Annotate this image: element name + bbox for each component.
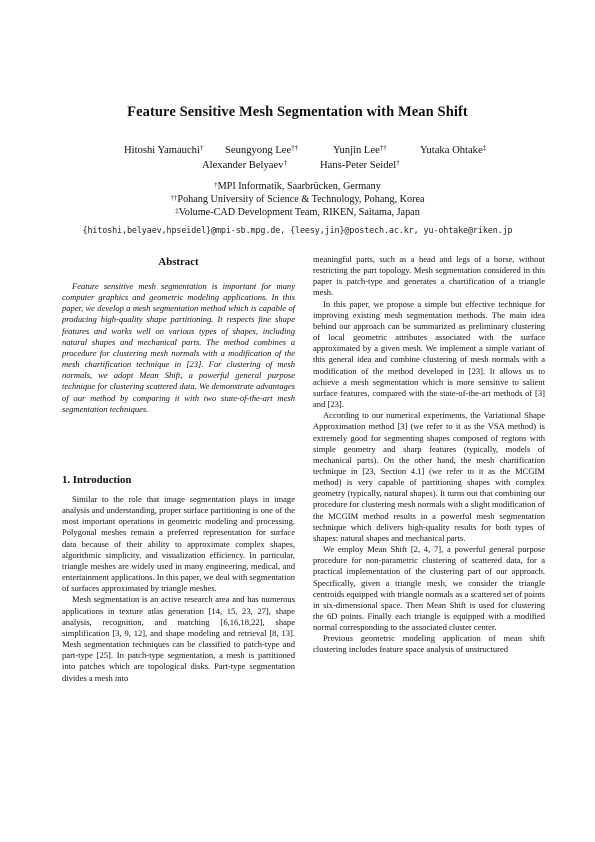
affiliation: ‡Volume-CAD Development Team, RIKEN, Saitama, Japan — [175, 207, 420, 218]
paper-title: Feature Sensitive Mesh Segmentation with Mean Shift — [127, 104, 468, 120]
body-paragraph: Previous geometric modeling application of mean shift clustering includes feature space analysis of unstructured — [313, 633, 545, 655]
body-paragraph: In this paper, we propose a simple but effective technique for improving existing mesh segmentation methods. The main idea behind our approach can be summarized as preliminary clustering of local geometric attributes associated with the surface approximated by a given mesh. We implement a simple variant of this general idea and combine clustering of mesh normals with a modification of the method developed in [23]. It allows us to achieve a mesh segmentation which is more sensitive to salient surface features, compared with the state-of-the-art methods of [3] and [23]. — [313, 298, 545, 410]
author-name: Yutaka Ohtake‡ — [420, 144, 487, 156]
affiliation: ††Pohang University of Science & Technology, Pohang, Korea — [170, 194, 425, 205]
affiliation: †MPI Informatik, Saarbrücken, Germany — [214, 181, 381, 192]
abstract-text: Feature sensitive mesh segmentation is important for many computer graphics and geometric modeling applications. In this paper, we develop a mesh segmentation method which is capable of producing high-quality shape partitioning. It respects fine shape features and works well on various types of shapes, including natural shapes and mechanical parts. The method combines a procedure for clustering mesh normals with a modification of the mesh chartification technique in [23]. For clustering of mesh normals, we adopt Mean Shift, a powerful general purpose technique for clustering scattered data. We demonstrate advantages of our method by comparing it with two state-of-the-art mesh segmentation techniques. — [62, 281, 295, 414]
author-name: Yunjin Lee†† — [333, 144, 387, 156]
author-name: Hans-Peter Seidel† — [320, 159, 400, 171]
body-paragraph: We employ Mean Shift [2, 4, 7], a powerful general purpose procedure for non-parametric clustering of scattered data, for a practical implementation of the clustering part of our approach. Specifically, given a triangle mesh, we consider the triangle centroids equipped with triangle normals as a scattered set of points in six-dimensional space. Then Mean Shift is used for clustering the 6D points. Finally each triangle is equipped with a modified normal corresponding to the associated cluster center. — [313, 544, 545, 633]
author-emails: {hitoshi,belyaev,hpseidel}@mpi-sb.mpg.de, {leesy,jin}@postech.ac.kr, yu-ohtake@riken.jp — [82, 225, 513, 235]
author-name: Alexander Belyaev† — [202, 159, 287, 171]
author-name: Hitoshi Yamauchi† — [124, 144, 204, 156]
author-name: Seungyong Lee†† — [225, 144, 299, 156]
body-paragraph: According to our numerical experiments, the Variational Shape Approximation method [3] (we refer to it as the VSA method) is extremely good for segmenting shapes composed of regions with simple geometry and sharp features (typically, models of mechanical parts). On the other hand, the mesh chartification technique in [23, Section 4.1] (we refer to it as the MCGIM method) is very capable of partitioning shapes with complex geometry (typically, natural shapes). It turns out that combining our procedure for clustering mesh normals with a slight modification of the MCGIM method results in a powerful mesh segmentation technique which delivers high-quality results for both types of shapes: natural shapes and mechanical parts. — [313, 410, 545, 543]
body-paragraph: meaningful parts, such as a head and legs of a horse, without restricting the part topology. Mesh segmentation considered in this paper is patch-type and generates a chartification of a triangle mesh. — [313, 254, 545, 298]
introduction-left-column — [62, 494, 295, 684]
abstract-heading: Abstract — [158, 256, 199, 268]
body-paragraph: Mesh segmentation is an active research area and has numerous applications in texture atlas generation [14, 15, 23, 27], shape analysis, recognition, and matching [6,16,18,22], shape simplification [3, 9, 12], and shape modeling and retrieval [8, 13]. Mesh segmentation techniques can be classified to patch-type and part-type [25]. In patch-type segmentation, a mesh is partitioned into patches which are topological disks. Part-type segmentation divides a mesh into — [62, 594, 295, 683]
body-paragraph: Similar to the role that image segmentation plays in image analysis and understanding, proper surface partitioning is one of the most important operations in geometric modeling and processing. Polygonal meshes remain a preferred representation for surface data because of their ability to approximate complex shapes, algorithmic simplicity, and visualization efficiency. In particular, triangle meshes are widely used in many engineering, medical, and entertainment applications. In this paper, we deal with segmentation of surfaces approximated by triangle meshes. — [62, 494, 295, 594]
section-heading-introduction: 1. Introduction — [62, 474, 132, 486]
right-column-text — [313, 254, 545, 656]
